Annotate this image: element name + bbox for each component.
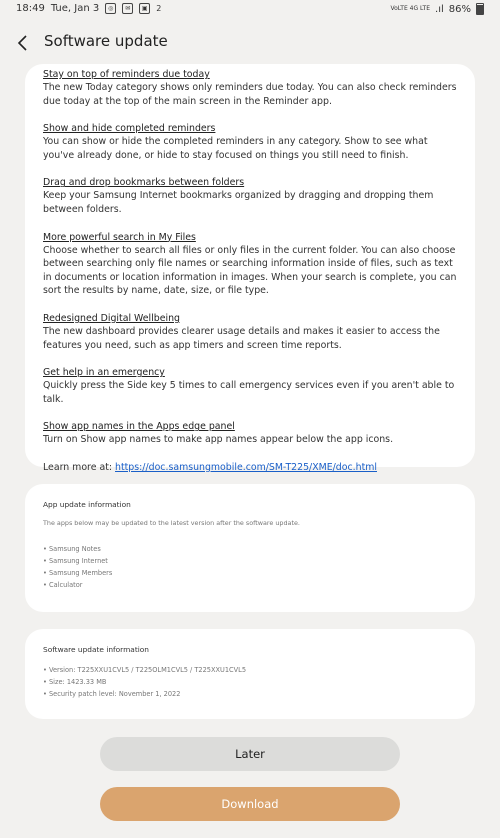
learn-more-link[interactable]: https://doc.samsungmobile.com/SM-T225/XME/doc.html: [115, 461, 377, 473]
release-note: [43, 176, 457, 216]
list-item: • Calculator: [43, 581, 83, 589]
release-note-body: The new dashboard provides clearer usage details and makes it easier to access the features you need, such as app timers and screen time reports.: [43, 325, 440, 351]
app-update-description: The apps below may be updated to the latest version after the software update.: [43, 519, 300, 527]
back-arrow-icon: [17, 35, 29, 51]
app-update-title: App update information: [43, 500, 131, 509]
list-item: • Samsung Internet: [43, 557, 108, 565]
list-item: • Samsung Notes: [43, 545, 101, 553]
whatsapp-icon: ◎: [105, 3, 116, 14]
app-update-list: [43, 543, 457, 591]
release-note-title: Drag and drop bookmarks between folders: [43, 177, 245, 189]
release-note-body: Choose whether to search all files or only files in the current folder. You can also choose between searching only file names or searching information inside of files, such as text in documents or location information in images. When your search is complete, you can sort the results by name, date, size, or file type.: [43, 244, 457, 297]
back-button[interactable]: [12, 32, 34, 54]
release-note: [43, 312, 457, 352]
release-note: [43, 122, 457, 162]
message-icon: ✉: [122, 3, 133, 14]
release-note-body: You can show or hide the completed reminders in any category. Show to see what you've already done, or hide to stay focused on things you still need to finish.: [43, 136, 428, 161]
list-item: • Version: T225XXU1CVL5 / T225OLM1CVL5 / T225XXU1CVL5: [43, 666, 247, 674]
list-item: • Size: 1423.33 MB: [43, 678, 107, 686]
release-note-body: Quickly press the Side key 5 times to call emergency services even if you aren't able to talk.: [43, 380, 455, 405]
list-item: • Security patch level: November 1, 2022: [43, 690, 181, 698]
learn-more: [43, 461, 457, 474]
release-note-title: Redesigned Digital Wellbeing: [43, 312, 180, 324]
release-note: [43, 68, 457, 108]
release-note-body: The new Today category shows only reminders due today. You can also check reminders due today at the top of the main screen in the Reminder app.: [43, 82, 457, 107]
later-button[interactable]: Later: [100, 737, 400, 771]
battery-icon: [476, 3, 484, 15]
software-info-list: [43, 664, 457, 700]
release-note-title: Stay on top of reminders due today: [43, 69, 210, 80]
status-time: 18:49: [16, 3, 45, 14]
app-header: [0, 26, 500, 62]
signal-icon: .ıl: [435, 3, 444, 15]
release-note-body: Turn on Show app names to make app names appear below the app icons.: [43, 434, 394, 446]
status-bar: [0, 0, 500, 20]
release-note-title: Show and hide completed reminders: [43, 123, 216, 135]
release-notes-card: [25, 64, 475, 473]
battery-level: 86%: [448, 3, 471, 15]
release-note-title: Show app names in the Apps edge panel: [43, 421, 235, 433]
software-info-card: [25, 629, 475, 719]
notification-count: 2: [156, 4, 162, 13]
learn-more-label: Learn more at:: [43, 461, 113, 473]
release-note-title: Get help in an emergency: [43, 367, 165, 379]
gallery-icon: ▣: [139, 3, 150, 14]
release-note-title: More powerful search in My Files: [43, 231, 196, 243]
release-note-body: Keep your Samsung Internet bookmarks organized by dragging and dropping them between folders.: [43, 190, 434, 215]
list-item: • Samsung Members: [43, 569, 113, 577]
download-button[interactable]: Download: [100, 787, 400, 821]
software-info-title: Software update information: [43, 645, 149, 654]
release-note: [43, 231, 457, 298]
status-date: Tue, Jan 3: [50, 3, 100, 14]
network-type-label: VoLTE 4G LTE: [390, 5, 431, 12]
release-note: [43, 420, 457, 447]
app-update-card: [25, 484, 475, 612]
page-title: Software update: [44, 32, 168, 50]
release-note: [43, 366, 457, 406]
